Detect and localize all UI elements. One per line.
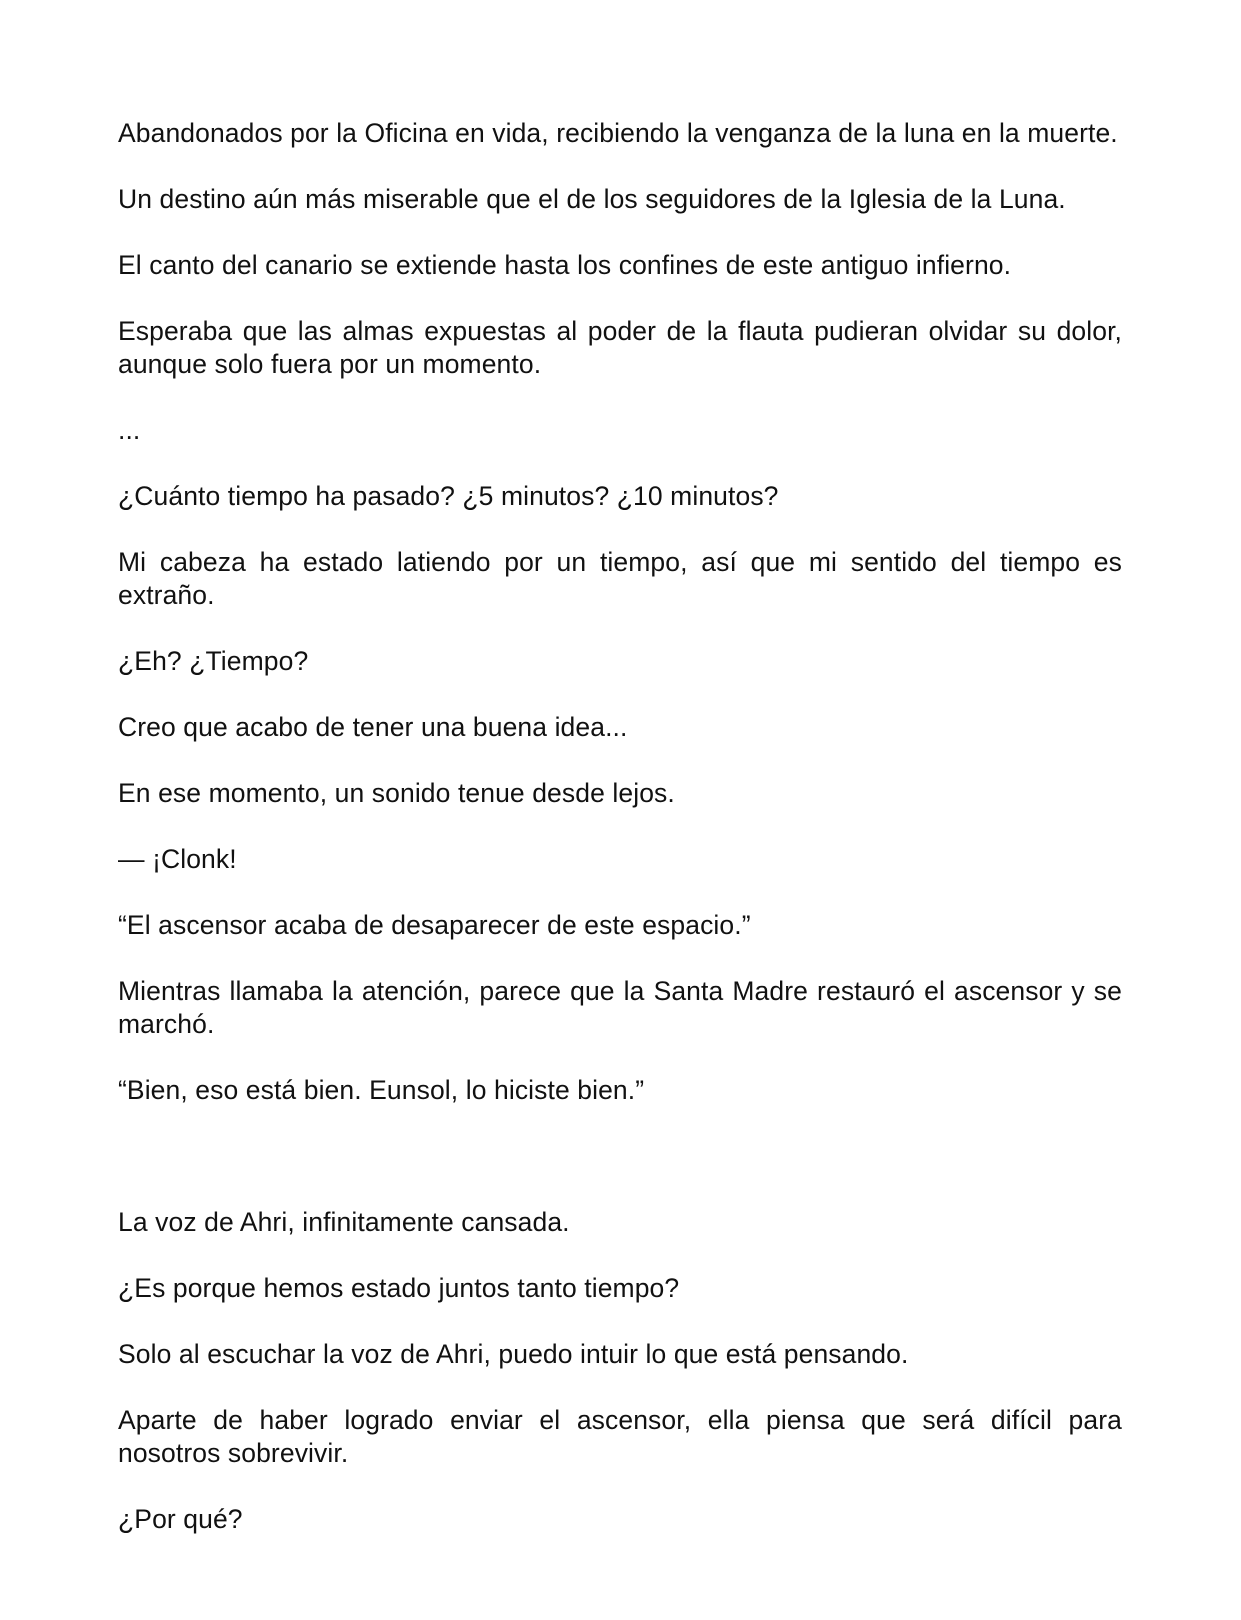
paragraph: “El ascensor acaba de desaparecer de este espacio.”	[118, 910, 751, 940]
paragraph: Aparte de haber logrado enviar el ascensor, ella piensa que será difícil para nosotros sobrevivir.	[118, 1405, 1122, 1468]
paragraph: Mientras llamaba la atención, parece que la Santa Madre restauró el ascensor y se marchó.	[118, 976, 1122, 1039]
paragraph: El canto del canario se extiende hasta los confines de este antiguo infierno.	[118, 250, 1012, 280]
paragraph: En ese momento, un sonido tenue desde lejos.	[118, 778, 675, 808]
paragraph: ¿Por qué?	[118, 1504, 243, 1534]
paragraph: Creo que acabo de tener una buena idea...	[118, 712, 628, 742]
blank-space	[118, 1140, 1122, 1206]
text-body	[118, 117, 1122, 1569]
paragraph: Abandonados por la Oficina en vida, recibiendo la venganza de la luna en la muerte.	[118, 118, 1118, 148]
paragraph: La voz de Ahri, infinitamente cansada.	[118, 1207, 570, 1237]
paragraph: — ¡Clonk!	[118, 844, 237, 874]
paragraph: Solo al escuchar la voz de Ahri, puedo intuir lo que está pensando.	[118, 1339, 909, 1369]
paragraph: Esperaba que las almas expuestas al poder de la flauta pudieran olvidar su dolor, aunque solo fuera por un momento.	[118, 316, 1122, 379]
paragraph: ¿Cuánto tiempo ha pasado? ¿5 minutos? ¿10 minutos?	[118, 481, 779, 511]
paragraph: Un destino aún más miserable que el de los seguidores de la Iglesia de la Luna.	[118, 184, 1066, 214]
paragraph: ¿Es porque hemos estado juntos tanto tiempo?	[118, 1273, 680, 1303]
paragraph: Mi cabeza ha estado latiendo por un tiempo, así que mi sentido del tiempo es extraño.	[118, 547, 1122, 610]
paragraph: “Bien, eso está bien. Eunsol, lo hiciste bien.”	[118, 1075, 645, 1105]
paragraph: ¿Eh? ¿Tiempo?	[118, 646, 309, 676]
paragraph: ...	[118, 415, 141, 445]
